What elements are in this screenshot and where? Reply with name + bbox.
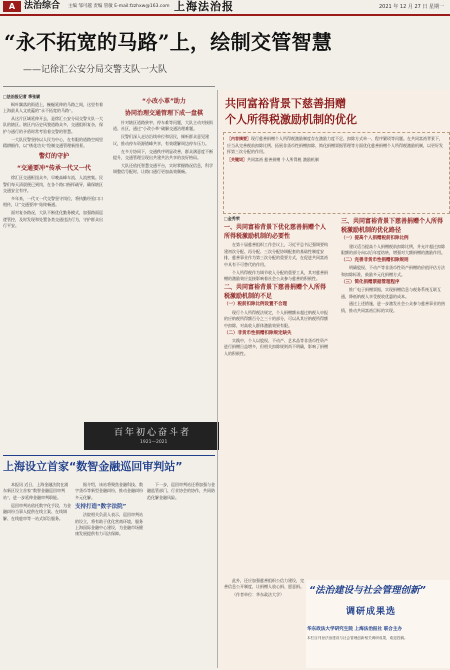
paragraph: 大队还依托智慧交通平台，实时掌握路况信息，科学调整信号配时，让路口通行更加高效顺畅。	[113, 162, 213, 175]
editor-meta: 主编 邹可越 责编 管敏 E-mail:fzzhxw@163.com	[68, 4, 170, 9]
byline: □法治报记者 季张颖	[3, 94, 41, 99]
section-heading: “小改小革”助力	[142, 98, 186, 105]
paragraph: 明确股权、不动产等非货币性资产捐赠的价值评估方法和扣除标准，鼓励多元化捐赠方式。	[341, 265, 445, 277]
section-subheading: 协同治理交通管理下成一盘棋	[124, 110, 203, 117]
paragraph: 现行个人所得税法规定，个人捐赠额未超过纳税人申报的应纳税所得额百分之三十的部分，可以从其应纳税所得额中扣除，对高收入群体激励效果有限。	[224, 309, 328, 328]
section-heading: 三、共同富裕背景下慈善捐赠个人所得税激励机制的优化路径	[341, 218, 444, 234]
article1-col-1	[3, 94, 105, 420]
main-subhead: ——记徐汇公安分局交警支队一大队	[23, 65, 168, 75]
section-heading: 支持打造“数字法院”	[75, 504, 127, 511]
paragraph: （作者单位：华东政法大学）	[232, 592, 284, 598]
paragraph: 在多方协同下，交通秩序明显改善，群众满意度不断提升，交通管理呈现出共建共治共享的良好格局。	[113, 148, 213, 161]
keywords-label: ［关键词］	[227, 156, 247, 162]
sidebar-col-left	[224, 216, 331, 576]
sidebar-title: 共同富裕背景下慈善捐赠 个人所得税激励机制的优化	[225, 97, 357, 126]
main-headline: “永不拓宽的马路”上，绘制交管智慧	[4, 30, 333, 54]
article1-body	[3, 94, 215, 420]
newspaper-name: 上海法治报	[174, 0, 234, 13]
section-heading: 二、共同富裕背景下慈善捐赠个人所得税激励机制的不足	[224, 284, 327, 300]
paragraph: 建议适当提高个人捐赠税前扣除比例，并允许超过扣除限额的部分向以后年度结转，增强对大额捐赠的激励作用。	[341, 243, 445, 255]
paragraph: 据介绍，该站将聚焦金融科技、数字货币等新型金融纠纷，推动金融纠纷多元化解。	[75, 482, 143, 500]
article2-col-2	[75, 482, 143, 666]
article2-body	[3, 482, 215, 666]
sidebar-body	[224, 216, 448, 576]
ad-subtitle: 调研成果选	[346, 607, 397, 617]
banner-subtitle: 1921—2021	[140, 440, 168, 445]
paragraph: 实践中，个人以股权、不动产、艺术品等非货币性资产进行捐赠日益增多，但相关扣除规则尚不明确，影响了捐赠人的积极性。	[224, 338, 328, 356]
sidebar-col-right	[341, 216, 448, 576]
paragraph: 面对复杂路况，大队不断优化勤务模式，加强路面巡逻管控，及时发现和处置各类交通违法行为，守护群众出行平安。	[3, 210, 103, 229]
section-heading: 警灯的守护	[38, 153, 69, 161]
sub-heading: （一）税前扣除比例设置不合理	[224, 302, 287, 308]
author: □金秀荣	[224, 216, 240, 221]
article2-col-3	[147, 482, 215, 666]
article1-col-2	[113, 94, 215, 420]
ad-note: 本栏目刊登法治建设与社会管理创新相关调研成果，欢迎投稿。	[307, 636, 408, 640]
sub-heading: （二）完善非货币性捐赠扣除规则	[341, 257, 409, 263]
section-heading: 一、共同富裕背景下优化慈善捐赠个人所得税激励机制的必要性	[224, 224, 327, 240]
paragraph: 本报讯 近日，上海金融法院在浦东新区设立首家“数智金融巡回审判站”，进一步延伸金融审判职能。	[3, 482, 69, 500]
keywords-text: 共同富裕 慈善捐赠 个人所得税 激励机制	[247, 156, 319, 162]
paragraph: 此外，还应加强慈善组织公信力建设，完善信息公开制度，让捐赠人放心捐、愿意捐。	[224, 578, 304, 590]
paragraph: 从这片区域延伸开去，是徐汇公安分局交警支队一大队的辖区。辖区内历史风貌道路众多，交通组织复杂，保护与通行的矛盾时常考验着交警的智慧。	[3, 115, 103, 134]
article2-headline: 上海设立首家“数智金融巡回审判站”	[3, 460, 183, 473]
ad-sponsors: 华东政法大学研究生院 上海法治报社 联合主办	[307, 627, 403, 632]
paragraph: 通过上述措施，进一步激发社会公众参与慈善事业的热情，推动共同富裕目标的实现。	[341, 301, 445, 313]
divider	[3, 86, 215, 87]
section-badge: A	[3, 1, 21, 12]
paragraph: 推广电子捐赠票据，实现捐赠信息与税务系统互联互通，降低纳税人享受税收优惠的成本。	[341, 287, 441, 299]
abstract-text: 现行慈善捐赠个人所得税激励制度存在激励力度不足、扣除方式单一、程序繁琐等问题。在共同富裕背景下，应当从完善税前扣除比例、拓展非货币性捐赠扣除、简化捐赠票据管理等方面优化慈善捐赠个人所得税激励机制，以更好发挥第三次分配的作用。	[227, 136, 443, 154]
sub-heading: （一）提高个人捐赠税前扣除比例	[341, 236, 409, 241]
article2-col-1	[3, 482, 71, 666]
section-name: 法治综合	[24, 1, 61, 11]
paragraph: 多年来，一代又一代交警坚守岗位，将执勤经验口口相传，让“交通要冲”始终畅通。	[3, 196, 103, 208]
paragraph: 针对辖区道路狭窄、停车难等问题，大队主动对接街道、社区，通过“小改小革”破解交通治理难题。	[113, 120, 213, 132]
paragraph: 法院相关负责人表示，巡回审判站的设立，将有助于优化营商环境，服务上海国际金融中心建设，为金融市场健康发展提供有力司法保障。	[75, 512, 143, 537]
paragraph: 个人所得税作为调节收入分配的重要工具，其对慈善捐赠的激励效应直接影响着社会公众参与慈善的积极性。	[224, 269, 328, 281]
abstract-label: ［内容摘要］	[227, 136, 251, 141]
abstract	[227, 136, 445, 164]
paragraph: 民警们深入走访沿线单位和居民，倾听群众意见建议，推动停车资源错峰共享，有效缓解周边停车压力。	[113, 134, 209, 146]
paragraph: 巡回审判站依托数字化手段，为金融纠纷当事人提供在线立案、在线调解、在线庭审等一站式诉讼服务。	[3, 502, 71, 521]
column-divider	[217, 90, 218, 668]
sub-heading: （三）简化捐赠票据管理程序	[341, 279, 400, 285]
paragraph: 在第十届慈善组织工作会议上，习近平总书记强调要构建初次分配、再分配、三次分配协调配套的基础性制度安排，慈善事业作为第三次分配的重要方式，在促进共同富裕中具有不可替代的作用。	[224, 242, 328, 267]
paragraph: 徐汇区交通枢纽众多，早晚高峰车流、人流密集。民警们每天清晨便已到岗，在各个路口指挥疏导，确保辖区交通安全有序。	[3, 175, 103, 194]
banner-title: 百年初心奋斗者	[114, 428, 192, 438]
sub-heading: （二）非货币性捐赠扣除规定缺失	[224, 330, 292, 336]
paragraph: 枫叶飘落的街道上，蜿蜒延伸的马路之间，这里有着上海最具人文底蕴的“永不拓宽的马路”。	[3, 101, 103, 113]
issue-date: 2021 年 12 月 27 日 星期一	[379, 4, 444, 10]
paragraph: 下一步，巡回审判站还将加强与金融监管部门、行业协会的协作，共同防范化解金融风险。	[147, 482, 215, 500]
divider	[3, 455, 215, 456]
section-subheading: “交通要冲”传承一代又一代	[17, 165, 91, 173]
paragraph: 一大队民警坚持以人民为中心，在有限的道路空间里精耕细作，以“绣花功夫”绘制交通管理新图景。	[3, 136, 103, 148]
sidebar-col-bottom	[224, 578, 304, 666]
ad-title: “法治建设与社会管理创新”	[309, 585, 426, 596]
